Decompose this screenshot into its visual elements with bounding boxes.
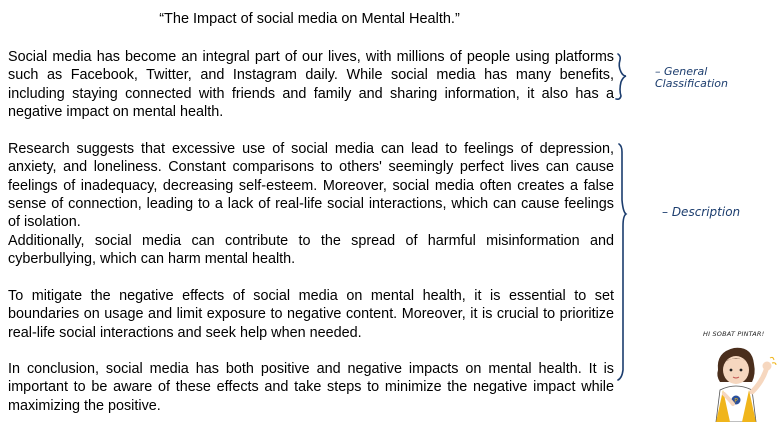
brace-description-icon [618, 144, 626, 380]
document-title: “The Impact of social media on Mental Health.” [159, 11, 460, 27]
paragraph-mitigate: To mitigate the negative effects of social media on mental health, it is essential to set boundaries on usage and limit exposure to negative content. Moreover, it is crucial to prioritize real-life social interactions and seek help when needed. [8, 288, 614, 341]
annotation-braces [612, 40, 662, 390]
brace-general-icon [616, 54, 626, 99]
paragraph-research: Research suggests that excessive use of social media can lead to feelings of depression, anxiety, and loneliness. Constant comparisons to others' seemingly perfect lives can cause feelings of inadequacy, decreasing self-esteem. Moreover, social media often creates a false sense of connection, leading to a lack of real-life social interactions, which can cause feelings of isolation. [8, 141, 614, 231]
annotation-description: – Description [662, 205, 741, 219]
paragraph-intro: Social media has become an integral part of our lives, with millions of people using platforms such as Facebook, Twitter, and Instagram daily. While social media has many benefits, including staying connected with friends and family and sharing information, it also has a negative impact on mental health. [8, 49, 614, 120]
paragraph-additionally: Additionally, social media can contribute to the spread of harmful misinformation and cyberbullying, which can harm mental health. [8, 233, 614, 268]
paragraph-conclusion: In conclusion, social media has both positive and negative impacts on mental health. It is important to be aware of these effects and take steps to minimize the negative impact while maximizing the positive. [8, 361, 614, 414]
annotation-general-classification: – General Classification [655, 65, 728, 90]
mascot-greeting: HI SOBAT PINTAR! [703, 330, 765, 338]
svg-text:P: P [734, 397, 738, 405]
waving-girl-mascot-icon [696, 330, 780, 422]
